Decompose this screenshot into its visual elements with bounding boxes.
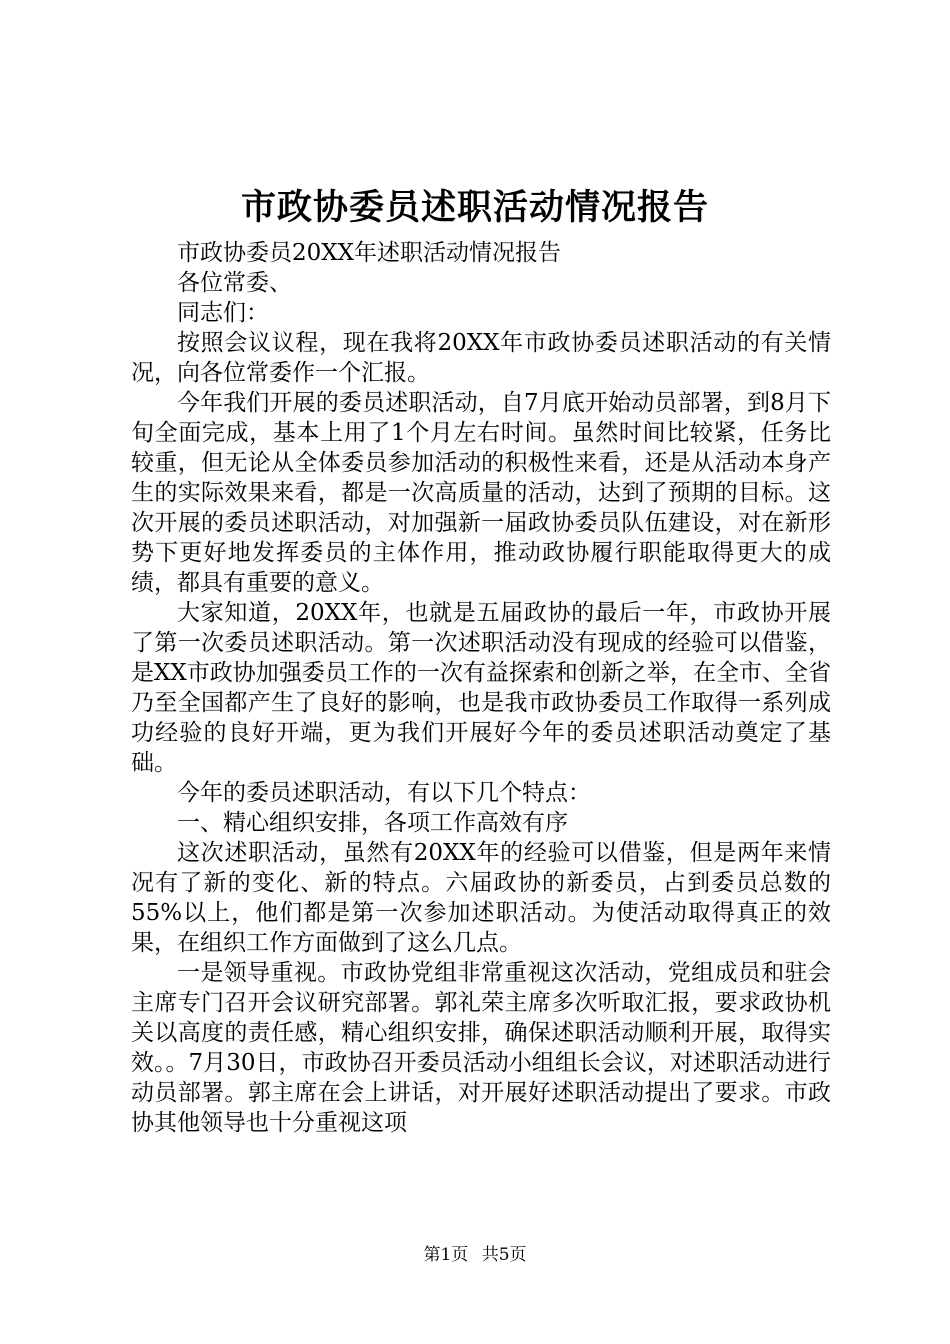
body-paragraph: 这次述职活动，虽然有20XX年的经验可以借鉴，但是两年来情况有了新的变化、新的特点。六届政协的新委员，占到委员总数的55%以上，他们都是第一次参加述职活动。为使活动取得真正的效果，在组织工作方面做到了这么几点。: [131, 840, 831, 956]
page-footer: [0, 1243, 950, 1267]
section-heading: 一、精心组织安排，各项工作高效有序: [177, 810, 568, 836]
body-paragraph: 今年我们开展的委员述职活动，自7月底开始动员部署，到8月下旬全面完成，基本上用了1个月左右时间。虽然时间比较紧，任务比较重，但无论从全体委员参加活动的积极性来看，还是从活动本身产生的实际效果来看，都是一次高质量的活动，达到了预期的目标。这次开展的委员述职活动，对加强新一届政协委员队伍建设，对在新形势下更好地发挥委员的主体作用，推动政协履行职能取得更大的成绩，都具有重要的意义。: [131, 390, 831, 596]
document-title: 市政协委员述职活动情况报告: [240, 187, 709, 228]
body-paragraph: 今年的委员述职活动，有以下几个特点：: [177, 780, 591, 806]
document-body: [131, 238, 831, 1138]
body-paragraph: 大家知道，20XX年，也就是五届政协的最后一年，市政协开展了第一次委员述职活动。第一次述职活动没有现成的经验可以借鉴，是XX市政协加强委员工作的一次有益探索和创新之举，在全市、全省乃至全国都产生了良好的影响，也是我市政协委员工作取得一系列成功经验的良好开端，更为我们开展好今年的委员述职活动奠定了基础。: [131, 600, 831, 776]
body-paragraph: 各位常委、: [177, 270, 292, 296]
page-total: 共5页: [481, 1245, 527, 1265]
body-paragraph: 一是领导重视。市政协党组非常重视这次活动，党组成员和驻会主席专门召开会议研究部署。郭礼荣主席多次听取汇报，要求政协机关以高度的责任感，精心组织安排，确保述职活动顺利开展，取得实效。。7月30日，市政协召开委员活动小组组长会议，对述职活动进行动员部署。郭主席在会上讲话，对开展好述职活动提出了要求。市政协其他领导也十分重视这项: [131, 960, 831, 1136]
page-number: 第1页: [423, 1245, 469, 1265]
body-paragraph: 同志们：: [177, 300, 269, 326]
body-paragraph: 市政协委员20XX年述职活动情况报告: [177, 240, 562, 266]
body-paragraph: 按照会议议程，现在我将20XX年市政协委员述职活动的有关情况，向各位常委作一个汇报。: [131, 330, 831, 386]
